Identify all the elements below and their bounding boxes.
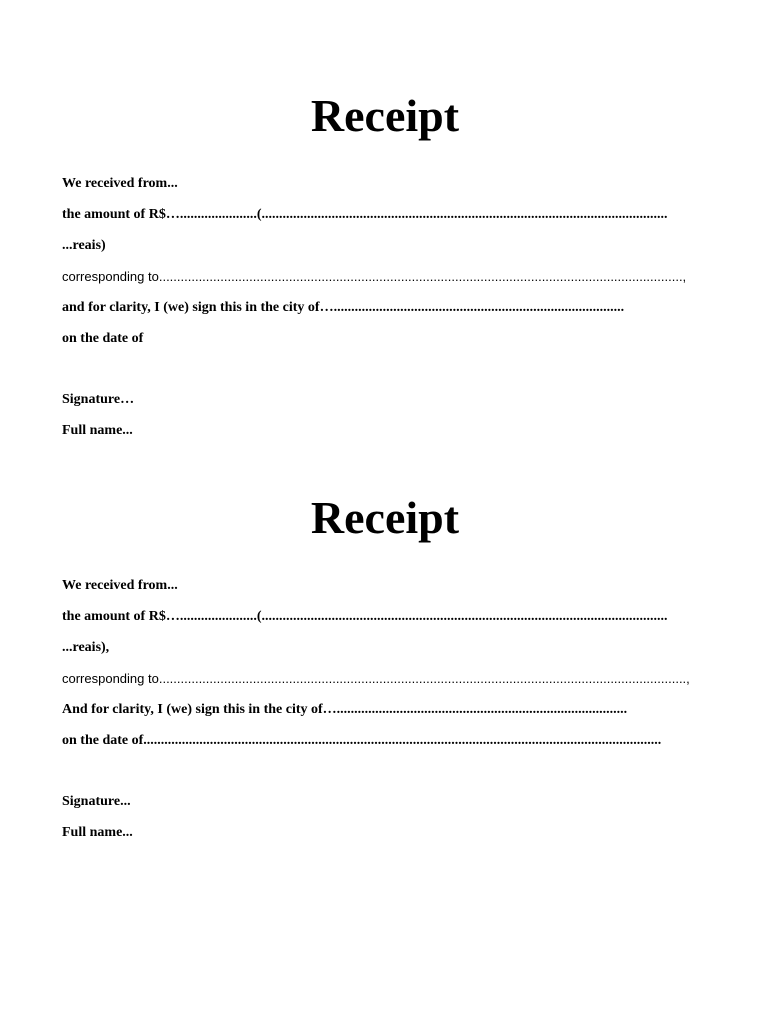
reais-line: ...reais) <box>62 238 106 253</box>
signature-line: Signature… <box>62 392 135 407</box>
corresponding-to-line: corresponding to................................................................................................................................................., <box>62 269 687 284</box>
full-name-line: Full name... <box>62 423 133 438</box>
full-name-line: Full name... <box>62 825 133 840</box>
receipt-form-2 <box>62 490 712 856</box>
spacer <box>62 764 712 794</box>
receipt-title: Receipt <box>310 492 460 543</box>
receipt-form-1 <box>62 88 712 454</box>
received-from-line: We received from... <box>62 176 178 191</box>
clarity-city-line: and for clarity, I (we) sign this in the city of…................................................................................... <box>62 300 625 315</box>
signature-line: Signature... <box>62 794 131 809</box>
spacer <box>62 362 712 392</box>
amount-line: the amount of R$…......................(.................................................................................................................... <box>62 609 668 624</box>
clarity-city-line: And for clarity, I (we) sign this in the city of…................................................................................... <box>62 702 628 717</box>
reais-line: ...reais), <box>62 640 110 655</box>
date-line: on the date of.................................................................................................................................................... <box>62 733 662 748</box>
amount-line: the amount of R$…......................(.................................................................................................................... <box>62 207 668 222</box>
date-line: on the date of <box>62 331 144 346</box>
received-from-line: We received from... <box>62 578 178 593</box>
receipt-title: Receipt <box>310 90 460 141</box>
corresponding-to-line: corresponding to.................................................................................................................................................., <box>62 671 690 686</box>
